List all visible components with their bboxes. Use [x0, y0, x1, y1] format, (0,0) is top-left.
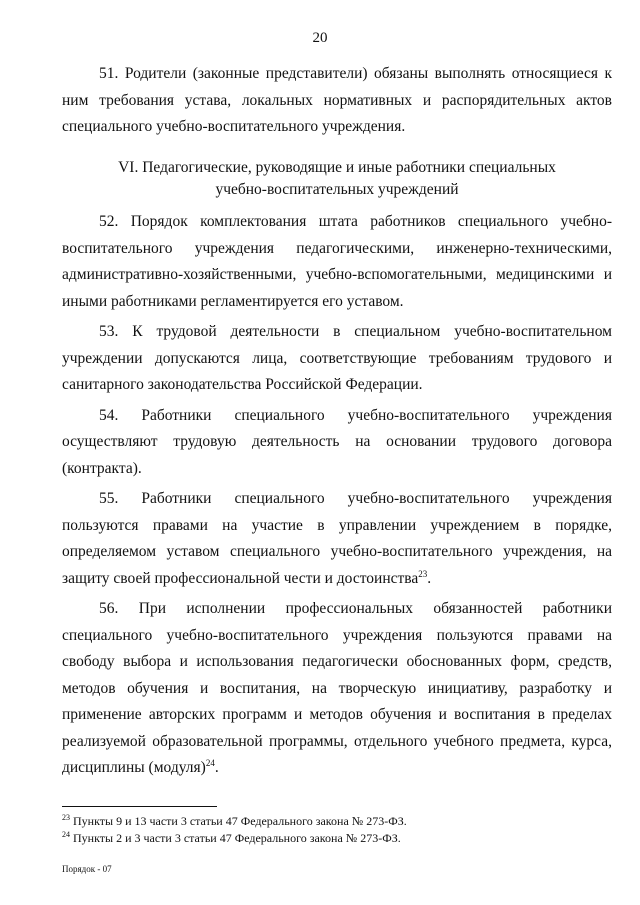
- section-heading-line-1: VI. Педагогические, руководящие и иные работники специальных: [118, 159, 556, 176]
- paragraph-56: [62, 596, 612, 782]
- footnote-text: Пункты 9 и 13 части 3 статьи 47 Федерального закона № 273-ФЗ.: [73, 814, 407, 828]
- footnote-23: [62, 813, 612, 830]
- paragraph-56-text: 56. При исполнении профессиональных обязанностей работники специального учебно-воспитательного учреждения пользуются правами на свободу выбора и использования педагогически обоснованных форм, средств, методов обучения и воспитания, на творческую инициативу, разработку и применение авторских программ и методов обучения и воспитания в пределах реализуемой образовательной программы, отдельного учебного предмета, курса, дисциплины (модуля): [62, 600, 612, 776]
- footnote-text: Пункты 2 и 3 части 3 статьи 47 Федерального закона № 273-ФЗ.: [73, 831, 401, 845]
- footnote-number: 23: [62, 813, 70, 822]
- paragraph-block-1: [62, 61, 612, 141]
- paragraph-55-text: 55. Работники специального учебно-воспитательного учреждения пользуются правами на участие в управлении учреждением в порядке, определяемом уставом специального учебно-воспитательного учреждения, на защиту своей профессиональной чести и достоинства: [62, 490, 612, 587]
- paragraph-54: 54. Работники специального учебно-воспитательного учреждения осуществляют трудовую деятельность на основании трудового договора (контракта).: [62, 406, 612, 477]
- footnote-ref-23: 23: [418, 568, 428, 579]
- paragraph-55: [62, 486, 612, 592]
- paragraph-51: 51. Родители (законные представители) обязаны выполнять относящиеся к ним требования устава, локальных нормативных и распорядительных актов специального учебно-воспитательного учреждения.: [62, 65, 612, 135]
- paragraph-52: 52. Порядок комплектования штата работников специального учебно-воспитательного учреждения педагогическими, инженерно-техническими, административно-хозяйственными, учебно-вспомогательными, медицинскими и иными работниками регламентируется его уставом.: [62, 213, 612, 310]
- footnote-number: 24: [62, 830, 70, 839]
- document-code: Порядок - 07: [62, 864, 112, 874]
- page-number: 20: [312, 30, 328, 46]
- section-heading-line-2: учебно-воспитательных учреждений: [215, 181, 459, 198]
- footnotes: [62, 813, 612, 847]
- paragraph-56-end: .: [214, 759, 219, 776]
- paragraph-block-2: [62, 209, 612, 782]
- footnote-ref-24: 24: [205, 757, 215, 768]
- section-heading: [62, 157, 612, 201]
- paragraph-53: 53. К трудовой деятельности в специальном учебно-воспитательном учреждении допускаются лица, соответствующие требованиям трудового и санитарного законодательства Российской Федерации.: [62, 323, 612, 393]
- footnote-divider: [62, 806, 217, 807]
- footnote-24: [62, 830, 612, 847]
- paragraph-55-end: .: [427, 569, 432, 587]
